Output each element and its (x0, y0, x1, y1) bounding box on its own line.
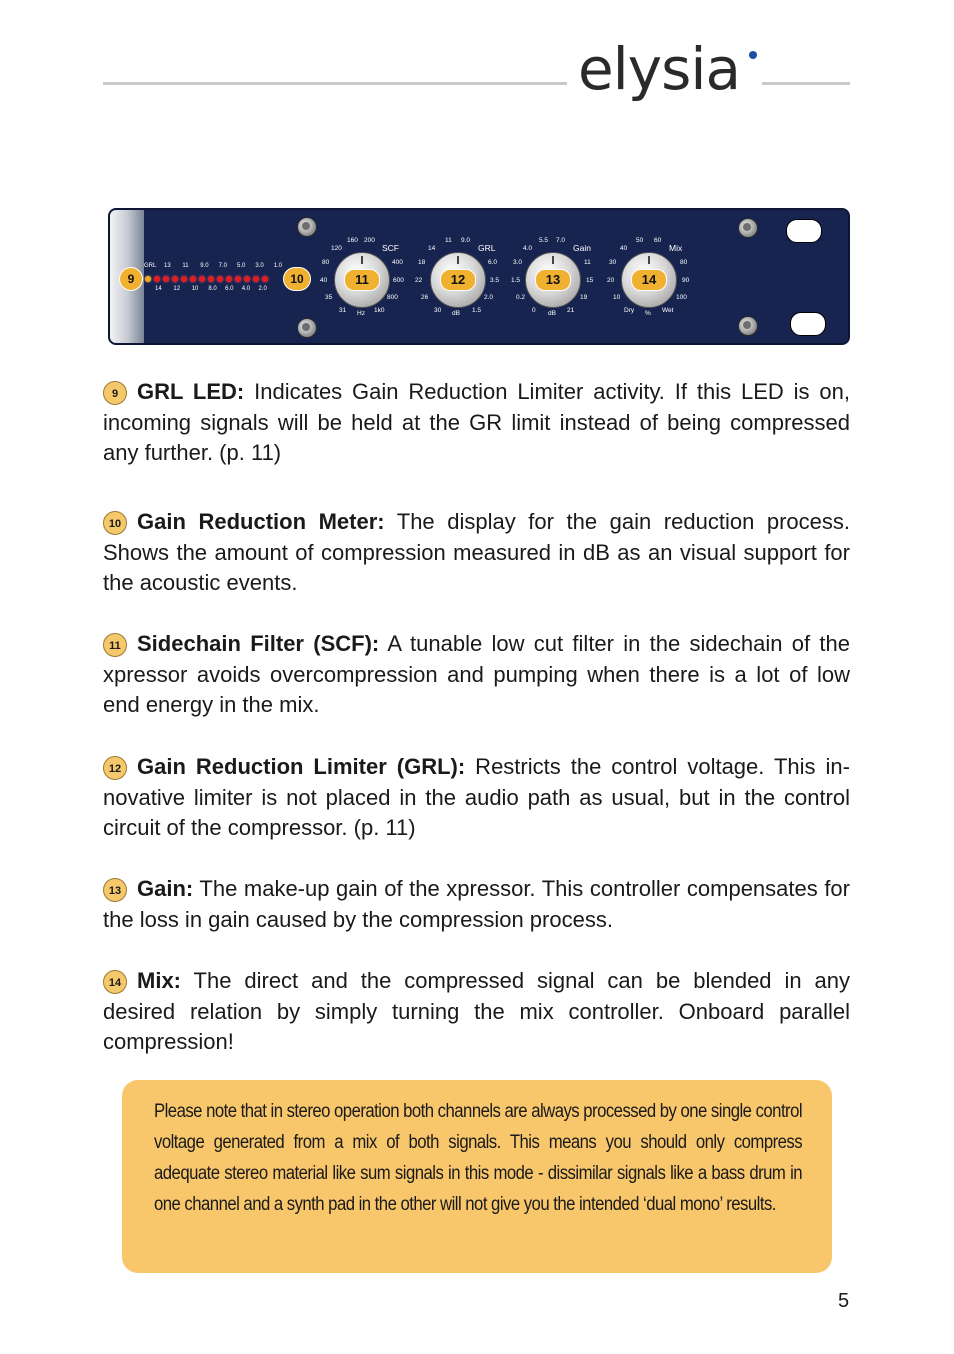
gain-knob-number: 13 (535, 269, 571, 291)
section-text: The make-up gain of the xpressor. This controller compensates for the loss in gain caused by the compression process. (103, 876, 850, 932)
section-number-badge: 11 (103, 633, 127, 657)
mix-scale-label: Dry (624, 307, 635, 314)
grl-scale-label: 22 (415, 277, 423, 284)
gain-scale-label: 7.0 (556, 237, 566, 244)
mix-title: Mix (669, 243, 683, 253)
section-text: The direct and the compressed signal can be blended in any desired relation by simply turning the mix controller. Onboard parallel compression! (103, 968, 850, 1055)
grl-title: GRL (478, 243, 496, 253)
meter-led (163, 276, 169, 282)
section-gain-reduction-limiter (103, 752, 850, 844)
scf-knob-number: 11 (344, 269, 380, 291)
meter-led (181, 276, 187, 282)
grl-scale-label: 6.0 (488, 259, 498, 266)
grl-scale-label: 11 (445, 237, 452, 244)
section-grl-led (103, 377, 850, 469)
meter-led (199, 276, 205, 282)
grl-scale-label: 3.5 (490, 277, 500, 284)
scf-scale-label: 31 (339, 307, 347, 314)
scf-scale-label: 400 (392, 259, 403, 266)
mix-scale-label: 60 (654, 237, 662, 244)
callout-meter: 10 (283, 267, 311, 291)
gain-unit: dB (548, 310, 556, 317)
scf-title: SCF (382, 243, 399, 253)
scf-scale-label: 80 (322, 259, 330, 266)
section-mix (103, 966, 850, 1058)
mix-scale-label: 40 (620, 245, 628, 252)
section-text: Restricts the control voltage. This innovative limiter is not placed in the audio path as usual, but in the control circuit of the compressor. (p. 11) (103, 754, 850, 841)
grl-scale-label: 14 (428, 245, 436, 252)
scf-scale-label: 120 (331, 245, 342, 252)
meter-led (244, 276, 250, 282)
screw-icon (738, 218, 758, 238)
section-term: Sidechain Filter (SCF): (137, 631, 380, 656)
meter-led (190, 276, 196, 282)
page-number: 5 (838, 1290, 850, 1312)
mix-unit: % (645, 310, 651, 317)
grl-unit: dB (452, 310, 460, 317)
mix-scale-label: 20 (607, 277, 615, 284)
meter-led (208, 276, 214, 282)
section-text: A tunable low cut filter in the sidechain of the xpressor avoids overcompression and pumping when there is a lot of low end energy in the mix. (103, 631, 850, 718)
section-number-badge: 14 (103, 970, 127, 994)
mix-scale-label: 80 (680, 259, 688, 266)
section-gain-reduction-meter (103, 507, 850, 599)
gain-scale-label: 15 (586, 277, 594, 284)
section-gain (103, 874, 850, 935)
grl-knob-number: 12 (440, 269, 476, 291)
section-number-badge: 9 (103, 381, 127, 405)
meter-led (172, 276, 178, 282)
meter-led (262, 276, 268, 282)
mix-scale-label: 50 (636, 237, 644, 244)
header-rule-right (762, 82, 850, 85)
meter-bottom-scale: 14 12 10 8.0 6.0 4.0 2.0 (155, 286, 267, 292)
header-rule-left (103, 82, 567, 85)
mix-scale-label: Wet (662, 307, 674, 314)
screw-icon (297, 217, 317, 237)
gain-scale-label: 19 (580, 294, 588, 301)
logo-dot (749, 51, 757, 59)
section-term: Gain: (137, 876, 194, 901)
mix-scale-label: 100 (676, 294, 687, 301)
scf-scale-label: 35 (325, 294, 333, 301)
gain-reduction-leds (145, 276, 268, 284)
scf-scale-label: 200 (364, 237, 375, 244)
meter-top-scale: 13 11 9.0 7.0 5.0 3.0 1.0 (164, 263, 283, 269)
grl-knob (430, 252, 486, 308)
grl-scale-label: 1.5 (472, 307, 482, 314)
brand-logo: elysia (578, 35, 740, 103)
meter-led (235, 276, 241, 282)
section-text: The display for the gain reduction process. Shows the amount of compression measured in dB as an visual support for the acoustic events. (103, 509, 851, 596)
callout-grl-led: 9 (119, 267, 143, 291)
rack-slot (786, 219, 822, 243)
gain-title: Gain (573, 243, 591, 253)
section-sidechain-filter (103, 629, 850, 721)
scf-scale-label: 40 (320, 277, 328, 284)
grl-led (145, 276, 151, 282)
meter-grl-label: GRL (144, 263, 157, 269)
gain-scale-label: 0.2 (516, 294, 526, 301)
scf-scale-label: 160 (347, 237, 358, 244)
mix-scale-label: 10 (613, 294, 621, 301)
section-number-badge: 10 (103, 511, 127, 535)
scf-knob (334, 252, 390, 308)
section-text: Indicates Gain Reduction Limiter activity. If this LED is on, incoming signals will be held at the GR limit instead of being compressed any further. (p. 11) (103, 379, 851, 466)
section-term: Mix: (137, 968, 181, 993)
scf-scale-label: 600 (393, 277, 404, 284)
stereo-note-box (122, 1080, 832, 1273)
grl-scale-label: 2.0 (484, 294, 494, 301)
section-term: Gain Reduction Limiter (GRL): (137, 754, 466, 779)
meter-led (226, 276, 232, 282)
meter-led (253, 276, 259, 282)
section-term: GRL LED: (137, 379, 245, 404)
gain-scale-label: 0 (532, 307, 536, 314)
meter-led (217, 276, 223, 282)
mix-scale-label: 30 (609, 259, 617, 266)
section-number-badge: 12 (103, 756, 127, 780)
rack-slot (790, 312, 826, 336)
scf-unit: Hz (357, 310, 365, 317)
gain-scale-label: 4.0 (523, 245, 533, 252)
mix-knob (621, 252, 677, 308)
gain-scale-label: 21 (567, 307, 575, 314)
gain-knob (525, 252, 581, 308)
screw-icon (297, 318, 317, 338)
gain-scale-label: 3.0 (513, 259, 523, 266)
section-number-badge: 13 (103, 878, 127, 902)
meter-led (154, 276, 160, 282)
gain-scale-label: 1.5 (511, 277, 521, 284)
section-term: Gain Reduction Meter: (137, 509, 385, 534)
scf-scale-label: 800 (387, 294, 398, 301)
grl-scale-label: 30 (434, 307, 442, 314)
mix-scale-label: 90 (682, 277, 690, 284)
mix-knob-number: 14 (631, 269, 667, 291)
grl-scale-label: 18 (418, 259, 426, 266)
grl-scale-label: 26 (421, 294, 429, 301)
stereo-note-text: Please note that in stereo operation both channels are always processed by one single control voltage generated from a mix of both signals. This means you should only compress adequate stereo material like sum signals in this mode - dissimilar signals like a bass drum in one channel and a synth pad in the other will not give you the intended ‘dual mono’ results. (154, 1101, 803, 1215)
gain-scale-label: 11 (584, 259, 591, 266)
screw-icon (738, 316, 758, 336)
grl-scale-label: 9.0 (461, 237, 471, 244)
gain-scale-label: 5.5 (539, 237, 549, 244)
scf-scale-label: 1k0 (374, 307, 385, 314)
